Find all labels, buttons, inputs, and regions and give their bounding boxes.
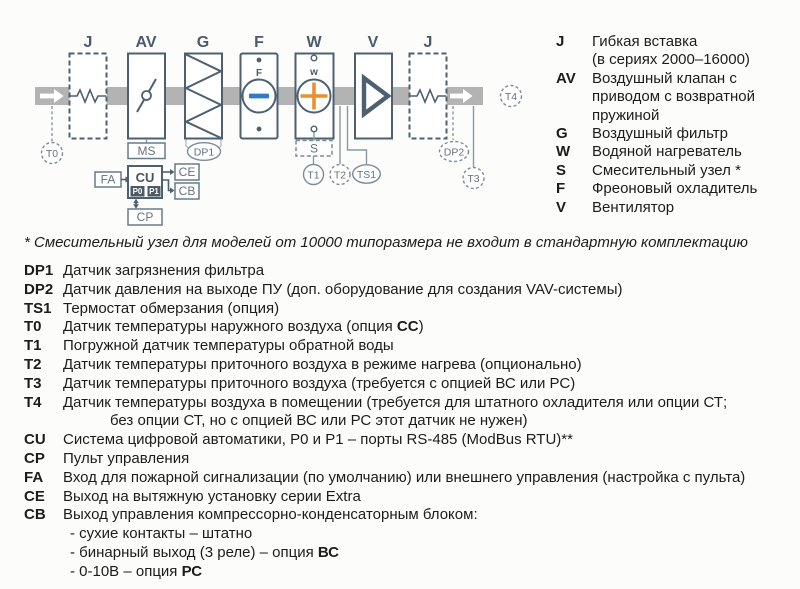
air-valve: [128, 54, 165, 139]
cooler-letter: F: [255, 68, 263, 79]
svg-text:CU: CU: [135, 170, 155, 185]
control-panel-cp: [128, 199, 162, 225]
svg-text:P0: P0: [132, 187, 143, 196]
list-row-dp1: DP1 Датчик загрязнения фильтра: [24, 262, 265, 279]
valve-actuator-ms: [128, 139, 165, 159]
legend-item-f: F Фреоновый охладитель: [556, 180, 758, 198]
list-row-ce: CE Выход на вытяжную установку серии Extra: [24, 487, 361, 505]
mixing-unit-footnote: * Смесительный узел для моделей от 10000 типоразмера не входит в стандартную комплектацию: [24, 234, 748, 251]
label-v: V: [367, 34, 379, 51]
svg-text:DP1: DP1: [193, 146, 215, 159]
svg-text:T1: T1: [307, 169, 320, 182]
svg-text:CE: CE: [178, 165, 196, 180]
sensor-t0: [42, 106, 63, 164]
label-av: AV: [135, 34, 157, 51]
damper-pivot-icon: [142, 91, 151, 100]
list-row-cu: CU Система цифровой автоматики, P0 и P1 – порты RS-485 (ModBus RTU)**: [24, 431, 573, 449]
label-g: G: [196, 34, 210, 51]
list-row-cb: CB Выход управления компрессорно-конденсаторным блоком:: [24, 506, 478, 524]
svg-text:FA: FA: [100, 172, 116, 187]
list-row-dp2: DP2 Датчик давления на выходе ПУ (доп. оборудование для создания VAV-системы): [24, 280, 623, 298]
cooling-minus-icon: [249, 94, 269, 99]
flexible-insert-outlet: [410, 54, 447, 139]
sensor-dp1: [186, 140, 221, 161]
extract-unit-output-ce: [162, 164, 199, 180]
svg-text:CB: CB: [178, 184, 196, 199]
list-row-cb-0-10v: - 0-10В – опция РС: [70, 562, 203, 580]
flexible-insert-inlet: [70, 54, 107, 139]
control-unit: [128, 166, 162, 198]
legend-item-v: V Вентилятор: [556, 198, 675, 216]
legend-item-j: J Гибкая вставка (в сериях 2000–16000): [556, 33, 750, 69]
fan: [355, 54, 392, 139]
list-row-cp: CP Пульт управления: [24, 449, 190, 467]
list-row-cb-binary: - бинарный выход (3 реле) – опция ВС: [70, 543, 340, 561]
freon-cooler: [241, 54, 278, 139]
legend-item-s: S Смесительный узел *: [556, 161, 741, 179]
legend-item-g: G Воздушный фильтр: [556, 125, 728, 143]
list-row-t2: T2 Датчик температуры приточного воздуха в режиме нагрева (опционально): [24, 355, 582, 373]
svg-text:MS: MS: [137, 144, 156, 158]
svg-text:T4: T4: [504, 90, 518, 103]
sensor-t1: [304, 156, 324, 185]
heater-top-ring: [311, 55, 317, 61]
svg-text:DP2: DP2: [443, 146, 465, 159]
list-row-t4: T4 Датчик температуры воздуха в помещении (требуется для штатного охладителя или опции СТ;: [24, 393, 728, 411]
fire-alarm-input: [95, 172, 130, 187]
legend-item-w: W Водяной нагреватель: [556, 143, 742, 161]
list-row-cb-dry-contacts: - сухие контакты – штатно: [70, 525, 253, 543]
svg-text:T3: T3: [467, 172, 480, 185]
abbreviation-list: [24, 262, 786, 582]
svg-text:TS1: TS1: [356, 168, 377, 181]
label-j1: J: [83, 34, 93, 51]
list-row-t3: T3 Датчик температуры приточного воздуха (требуется с опцией ВС или РС): [24, 374, 576, 392]
legend-item-av: AV Воздушный клапан с приводом с возвратной пружиной: [556, 69, 755, 124]
list-row-fa: FA Вход для пожарной сигнализации (по умолчанию) или внешнего управления (настройка с пульта): [24, 468, 746, 486]
component-legend: [556, 33, 757, 217]
label-f: F: [254, 34, 264, 51]
list-row-t4-continuation: без опции СТ, но с опцией ВС или РС этот датчик не нужен): [110, 412, 528, 430]
svg-text:T0: T0: [45, 147, 59, 160]
svg-text:T2: T2: [333, 169, 347, 182]
air-filter: [185, 54, 222, 139]
list-row-t0: T0 Датчик температуры наружного воздуха (опция CC): [24, 318, 424, 336]
svg-text:S: S: [309, 141, 319, 156]
svg-text:P1: P1: [149, 187, 159, 196]
list-row-ts1: TS1 Термостат обмерзания (опция): [24, 299, 280, 317]
cooler-bottom-dot: [257, 127, 262, 132]
water-heater: [296, 54, 334, 139]
label-w: W: [306, 34, 322, 51]
condenser-block-output-cb: [162, 180, 199, 199]
heater-bottom-ring: [311, 126, 317, 132]
svg-text:CP: CP: [136, 210, 154, 225]
list-row-t1: T1 Погружной датчик температуры обратной воды: [24, 337, 394, 355]
label-j2: J: [423, 34, 433, 51]
cooler-top-dot: [257, 58, 262, 63]
sensor-t4: [501, 86, 522, 107]
heater-letter: w: [310, 67, 318, 78]
